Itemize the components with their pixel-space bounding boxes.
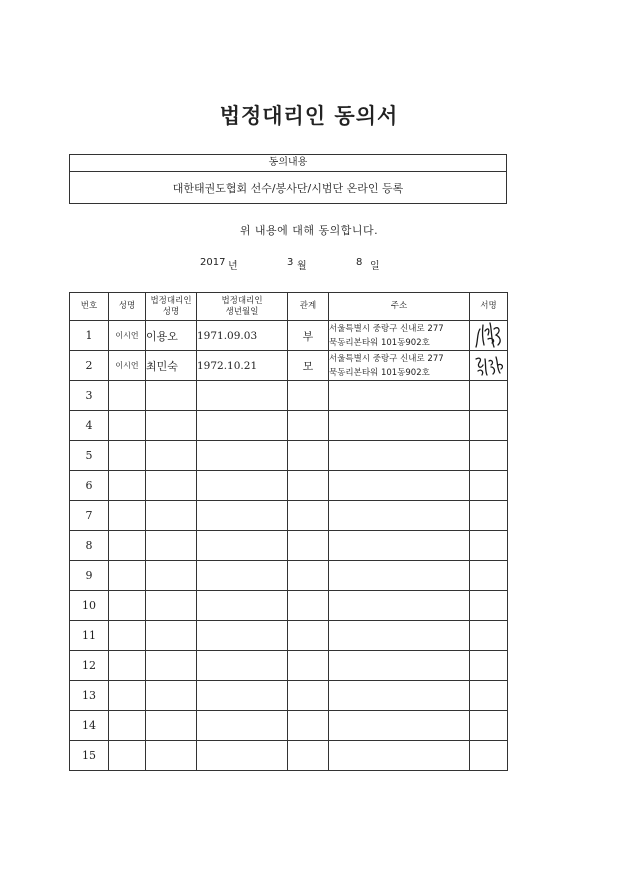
row-number: 13 bbox=[70, 681, 109, 711]
table-row bbox=[70, 411, 508, 441]
table-row bbox=[70, 441, 508, 471]
date-year: 2017 bbox=[200, 257, 226, 268]
handwritten-signature bbox=[472, 351, 508, 381]
table-row bbox=[70, 471, 508, 501]
table-row bbox=[70, 741, 508, 771]
date-year-unit: 년 bbox=[228, 261, 238, 272]
consent-content-header: 동의내용 bbox=[70, 155, 506, 172]
row-number: 5 bbox=[70, 441, 109, 471]
row-number: 14 bbox=[70, 711, 109, 741]
row-number: 8 bbox=[70, 531, 109, 561]
table-row bbox=[70, 531, 508, 561]
row-number: 3 bbox=[70, 381, 109, 411]
row-number: 11 bbox=[70, 621, 109, 651]
table-row bbox=[70, 651, 508, 681]
header-name: 성명 bbox=[109, 293, 146, 321]
row-number: 6 bbox=[70, 471, 109, 501]
handwritten-signature bbox=[472, 321, 508, 351]
table-row bbox=[70, 321, 508, 351]
consent-content-box bbox=[69, 154, 507, 204]
row-relation: 모 bbox=[288, 351, 329, 381]
table-row bbox=[70, 711, 508, 741]
table-header-row bbox=[70, 293, 508, 321]
header-address: 주소 bbox=[329, 293, 470, 321]
date-month: 3 bbox=[287, 257, 294, 268]
row-address-line1: 서울특별시 중랑구 신내로 277 bbox=[329, 323, 444, 334]
row-guardian-name: 이용오 bbox=[146, 321, 197, 351]
row-number: 2 bbox=[70, 351, 109, 381]
row-signature bbox=[470, 321, 508, 351]
row-signature bbox=[470, 351, 508, 381]
header-signature: 서명 bbox=[470, 293, 508, 321]
table-row bbox=[70, 501, 508, 531]
row-number: 9 bbox=[70, 561, 109, 591]
consent-content-text: 대한태권도협회 선수/봉사단/시범단 온라인 등록 bbox=[172, 182, 404, 195]
guardian-table bbox=[69, 292, 508, 771]
row-name: 이시언 bbox=[109, 351, 146, 381]
agreement-statement: 위 내용에 대해 동의합니다. bbox=[239, 224, 379, 237]
date-day-unit: 일 bbox=[370, 261, 380, 272]
table-row bbox=[70, 591, 508, 621]
table-row bbox=[70, 561, 508, 591]
date-day: 8 bbox=[356, 257, 363, 268]
row-number: 10 bbox=[70, 591, 109, 621]
date-month-unit: 월 bbox=[297, 261, 307, 272]
row-address-line2: 묵동리본타워 101동902호 bbox=[329, 367, 430, 378]
row-guardian-name: 최민숙 bbox=[146, 351, 197, 381]
row-name: 이시언 bbox=[109, 321, 146, 351]
row-number: 12 bbox=[70, 651, 109, 681]
header-relation: 관계 bbox=[288, 293, 329, 321]
header-guardian-birth: 법정대리인 생년월일 bbox=[197, 293, 288, 321]
row-number: 1 bbox=[70, 321, 109, 351]
table-row bbox=[70, 681, 508, 711]
header-guardian-name: 법정대리인 성명 bbox=[146, 293, 197, 321]
document-title: 법정대리인 동의서 bbox=[219, 103, 399, 128]
row-number: 15 bbox=[70, 741, 109, 771]
row-relation: 부 bbox=[288, 321, 329, 351]
table-row bbox=[70, 351, 508, 381]
row-guardian-birth: 1971.09.03 bbox=[197, 321, 288, 351]
row-address bbox=[329, 321, 470, 351]
header-number: 번호 bbox=[70, 293, 109, 321]
table-row bbox=[70, 621, 508, 651]
row-address bbox=[329, 351, 470, 381]
row-number: 4 bbox=[70, 411, 109, 441]
row-guardian-birth: 1972.10.21 bbox=[197, 351, 288, 381]
row-number: 7 bbox=[70, 501, 109, 531]
row-address-line2: 묵동리본타워 101동902호 bbox=[329, 337, 430, 348]
row-address-line1: 서울특별시 중랑구 신내로 277 bbox=[329, 353, 444, 364]
table-row bbox=[70, 381, 508, 411]
